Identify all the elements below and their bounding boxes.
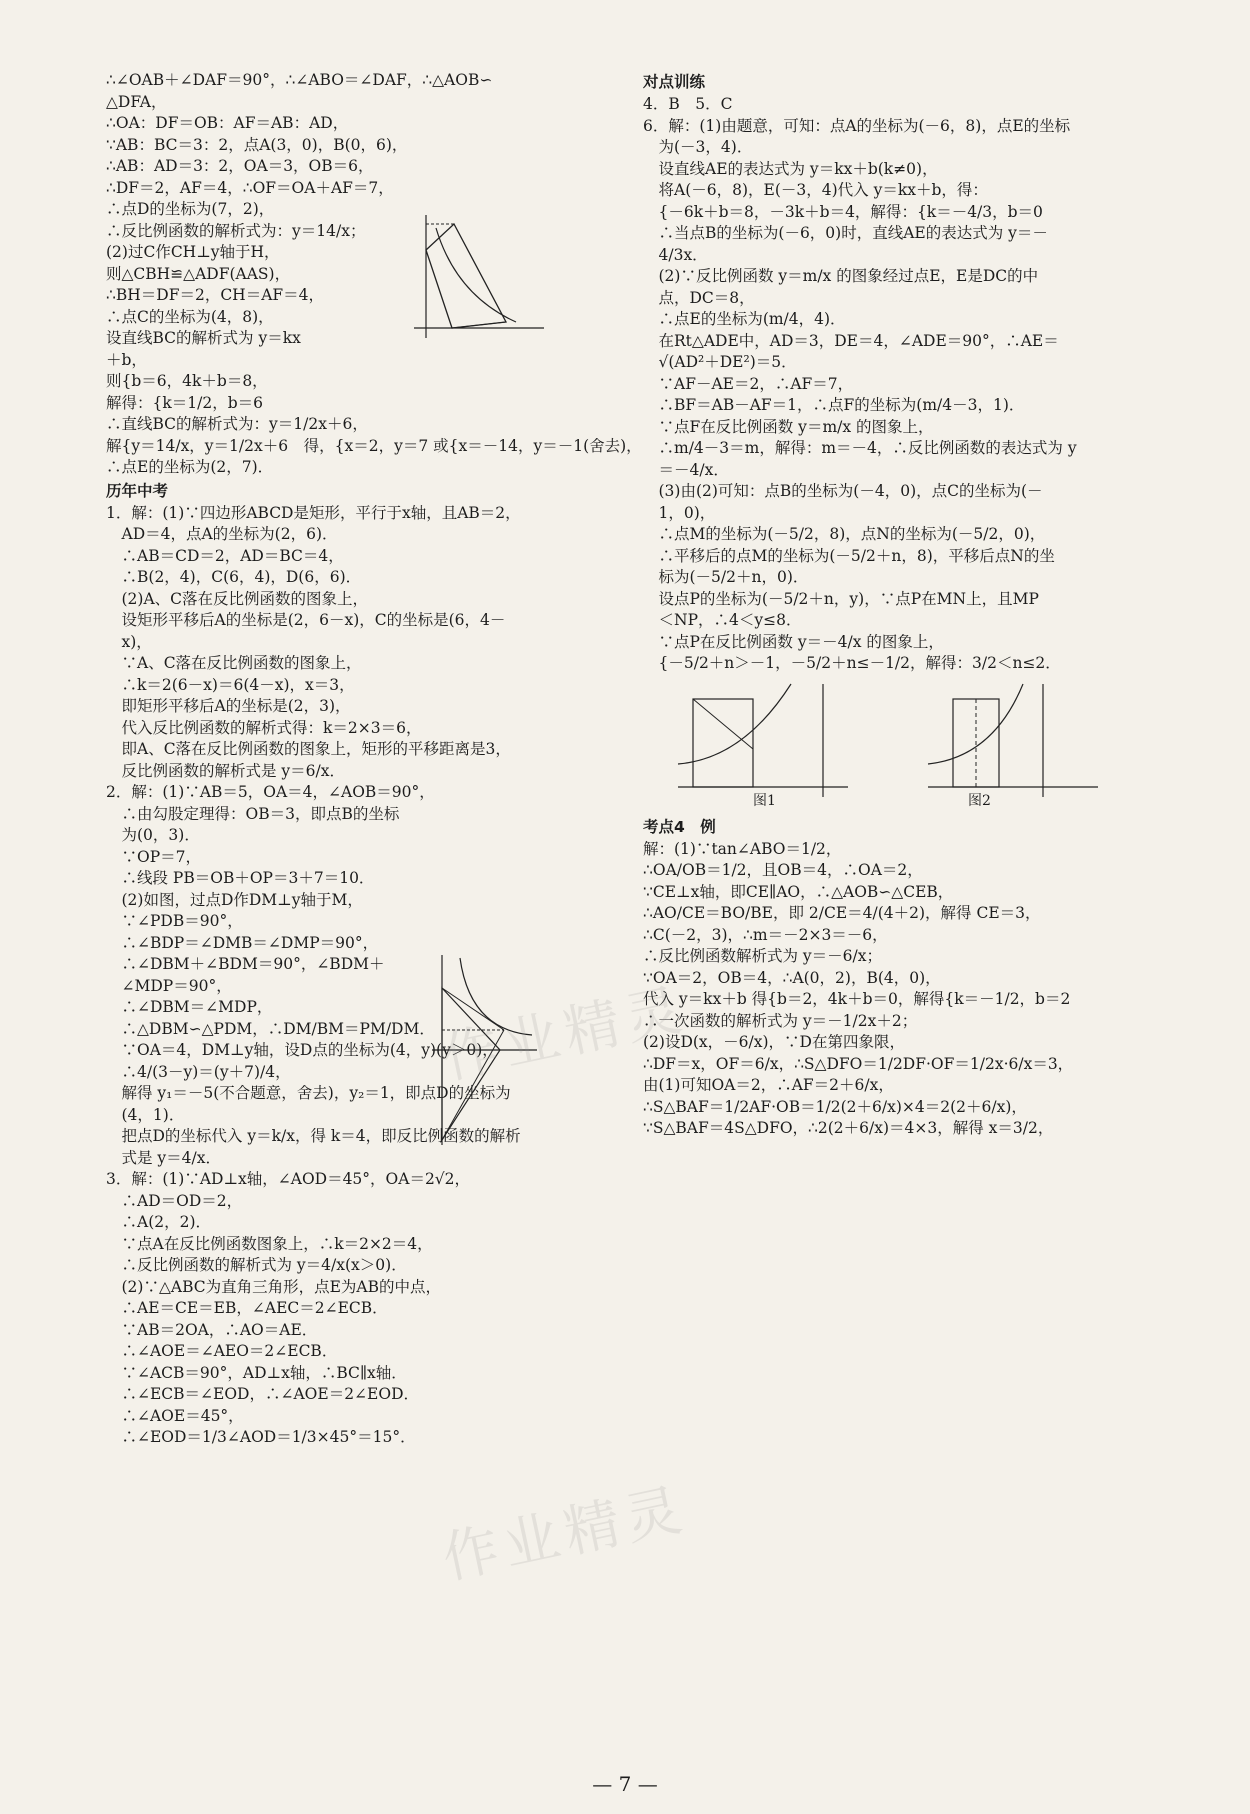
text-line: 则{b＝6，4k＋b＝8， [106, 372, 268, 390]
text-line: 在Rt△ADE中，AD＝3，DE＝4，∠ADE＝90°，∴AE＝ [643, 331, 1059, 350]
text-line: 6．解：(1)由题意，可知：点A的坐标为(－6，8)，点E的坐标 [643, 116, 1071, 135]
text-line: ∴∠OAB＋∠DAF＝90°，∴∠ABO＝∠DAF，∴△AOB∽ [106, 71, 493, 89]
text-line: ∵∠ACB＝90°，AD⊥x轴，∴BC∥x轴． [106, 1363, 407, 1382]
text-line: 1，0)， [643, 503, 716, 522]
text-line: 解得 y₁＝－5(不合题意，舍去)，y₂＝1，即点D的坐标为 [106, 1084, 511, 1102]
text-line: 为(0，3)． [106, 826, 200, 844]
text-line: 即A、C落在反比例函数的图象上，矩形的平移距离是3， [106, 740, 511, 758]
text-line: ∴m/4－3＝m，解得：m＝－4，∴反比例函数的表达式为 y [643, 439, 1077, 457]
text-line: 反比例函数的解析式是 y＝6/x． [106, 761, 346, 780]
text-line: ∴∠DBM＋∠BDM＝90°，∠BDM＋ [106, 955, 385, 973]
text-line: 设直线AE的表达式为 y＝kx＋b(k≠0)， [643, 159, 938, 178]
figure-2 [923, 679, 1103, 804]
text-line: ∴AB＝CD＝2，AD＝BC＝4， [106, 546, 344, 565]
text-line: ∴∠BDP＝∠DMB＝∠DMP＝90°， [106, 933, 379, 952]
text-line: ∴△DBM∽△PDM，∴DM/BM＝PM/DM． [106, 1019, 435, 1038]
text-line: 2．解：(1)∵AB＝5，OA＝4，∠AOB＝90°， [106, 783, 435, 801]
text-line: 则△CBH≌△ADF(AAS)， [106, 264, 291, 283]
text-line: ∴∠DBM＝∠MDP， [106, 998, 273, 1016]
text-line: 代入反比例函数的解析式得：k＝2×3＝6， [106, 718, 422, 737]
text-line: ∵AB：BC＝3：2，点A(3，0)，B(0，6)， [106, 135, 408, 154]
watermark-2: 作业精灵 [436, 1476, 693, 1592]
text-line: 点，DC＝8， [643, 288, 755, 307]
text-line: (4，1)． [106, 1105, 185, 1124]
text-line: ∵OA＝4，DM⊥y轴，设D点的坐标为(4，y)(y＞0)， [106, 1041, 498, 1059]
text-line: ∵S△BAF＝4S△DFO，∴2(2＋6/x)＝4×3，解得 x＝3/2， [643, 1119, 1054, 1137]
text-line: ∴点C的坐标为(4，8)， [106, 307, 274, 326]
watermark-1: 作业精灵 [436, 976, 693, 1092]
text-line: ＋b， [106, 350, 147, 369]
text-line: ∴反比例函数解析式为 y＝－6/x； [643, 947, 883, 965]
text-line: ∴B(2，4)，C(6，4)，D(6，6)． [106, 568, 362, 586]
text-line: ∵AB＝2OA，∴AO＝AE． [106, 1320, 318, 1339]
text-line: ∴BH＝DF＝2，CH＝AF＝4， [106, 286, 324, 304]
kaodian-label: 考点4 例 [643, 817, 716, 836]
text-line: (2)如图，过点D作DM⊥y轴于M， [106, 890, 363, 909]
text-line: ∵点F在反比例函数 y＝m/x 的图象上， [643, 417, 934, 436]
text-line: 由(1)可知OA＝2，∴AF＝2＋6/x， [643, 1076, 894, 1094]
page-number: — 7 — [592, 1772, 658, 1796]
text-line: ∴由勾股定理得：OB＝3，即点B的坐标 [106, 804, 400, 823]
text-line: 3．解：(1)∵AD⊥x轴，∠AOD＝45°，OA＝2√2， [106, 1170, 471, 1188]
text-line: ∴点M的坐标为(－5/2，8)，点N的坐标为(－5/2，0)， [643, 525, 1046, 543]
text-line: ∴OA/OB＝1/2，且OB＝4，∴OA＝2， [643, 861, 923, 879]
text-line: 式是 y＝4/x． [106, 1148, 222, 1167]
text-line: ∴线段 PB＝OB＋OP＝3＋7＝10． [106, 869, 375, 887]
text-line: 解：(1)∵tan∠ABO＝1/2， [643, 839, 842, 858]
text-line: ∴BF＝AB－AF＝1，∴点F的坐标为(m/4－3，1)． [643, 396, 1025, 414]
text-line: 代入 y＝kx＋b 得{b＝2，4k＋b＝0，解得{k＝－1/2，b＝2 [643, 990, 1071, 1008]
text-line: ∴点E的坐标为(2，7)． [106, 458, 274, 476]
text-line: ∴反比例函数的解析式为 y＝4/x(x＞0)． [106, 1256, 407, 1274]
text-line: 设点P的坐标为(－5/2＋n，y)，∵点P在MN上，且MP [643, 589, 1039, 608]
section-heading-duidian: 对点训练 [643, 73, 706, 91]
text-line: x)， [106, 632, 152, 651]
text-line: (2)∵反比例函数 y＝m/x 的图象经过点E，E是DC的中 [643, 267, 1039, 285]
text-line: ∵A、C落在反比例函数的图象上， [106, 654, 362, 672]
text-line: ∴点E的坐标为(m/4，4)． [643, 310, 846, 328]
text-line: ∴∠ECB＝∠EOD，∴∠AOE＝2∠EOD． [106, 1385, 419, 1403]
left-column [106, 70, 646, 1449]
text-line: ∴一次函数的解析式为 y＝－1/2x＋2； [643, 1011, 918, 1030]
text-line: ∴C(－2，3)，∴m＝－2×3＝－6， [643, 925, 888, 944]
right-column [643, 70, 1153, 1140]
text-line: ∴AO/CE＝BO/BE，即 2/CE＝4/(4＋2)，解得 CE＝3， [643, 904, 1041, 922]
text-line: ∴AE＝CE＝EB，∠AEC＝2∠ECB． [106, 1299, 388, 1317]
text-line: (2)∵△ABC为直角三角形，点E为AB的中点， [106, 1277, 442, 1296]
left-text-block-a [106, 70, 646, 479]
text-line: ∴S△BAF＝1/2AF·OB＝1/2(2＋6/x)×4＝2(2＋6/x)， [643, 1097, 1027, 1116]
text-line: {－6k＋b＝8，－3k＋b＝4，解得：{k＝－4/3，b＝0 [643, 202, 1043, 221]
text-line: 把点D的坐标代入 y＝k/x，得 k＝4，即反比例函数的解析 [106, 1127, 521, 1145]
right-text-block-a [643, 94, 1153, 675]
figure-1 [673, 679, 853, 804]
text-line: (2)A、C落在反比例函数的图象上， [106, 589, 369, 608]
text-line: (2)设D(x，－6/x)，∵D在第四象限， [643, 1033, 905, 1051]
text-line: 设直线BC的解析式为 y＝kx [106, 329, 301, 347]
figure-2-caption: 图2 [968, 792, 991, 809]
text-line: √(AD²＋DE²)＝5． [643, 353, 797, 371]
text-line: 即矩形平移后A的坐标是(2，3)， [106, 697, 351, 715]
text-line: ∴∠EOD＝1/3∠AOD＝1/3×45°＝15°． [106, 1428, 416, 1446]
left-text-block-b [106, 503, 646, 1449]
text-line: (3)由(2)可知：点B的坐标为(－4，0)，点C的坐标为(－ [643, 482, 1043, 500]
text-line: ∴k＝2(6－x)＝6(4－x)，x＝3， [106, 675, 355, 694]
text-line: 1．解：(1)∵四边形ABCD是矩形，平行于x轴，且AB＝2， [106, 503, 521, 522]
text-line: 将A(－6，8)，E(－3，4)代入 y＝kx＋b，得： [643, 181, 988, 199]
text-line: ∴点D的坐标为(7，2)， [106, 200, 275, 218]
section-heading-linian: 历年中考 [106, 481, 169, 500]
text-line: ∴∠AOE＝45°， [106, 1406, 244, 1425]
right-text-block-b [643, 839, 1153, 1140]
text-line: 4．B 5．C [643, 95, 733, 113]
text-line: ∴平移后的点M的坐标为(－5/2＋n，8)，平移后点N的坐 [643, 546, 1055, 565]
figure-1-caption: 图1 [753, 792, 776, 809]
text-line: ∵AF－AE＝2，∴AF＝7， [643, 374, 854, 393]
text-line: ∴直线BC的解析式为：y＝1/2x＋6， [106, 415, 368, 433]
text-line: ∴AD＝OD＝2， [106, 1191, 243, 1210]
text-line: ∴A(2，2)． [106, 1213, 212, 1231]
text-line: 解{y＝14/x，y＝1/2x＋6 得，{x＝2，y＝7 或{x＝－14，y＝－1(舍去)， [106, 436, 642, 455]
text-line: ∵CE⊥x轴，即CE∥AO，∴△AOB∽△CEB， [643, 882, 954, 901]
text-line: ＜NP，∴4＜y≤8． [643, 611, 802, 629]
text-line: ∵∠PDB＝90°， [106, 912, 243, 930]
text-line: 设矩形平移后A的坐标是(2，6－x)，C的坐标是(6，4－ [106, 611, 506, 629]
text-line: 4/3x． [643, 245, 708, 264]
text-line: ∵OP＝7， [106, 847, 201, 866]
text-line: {－5/2＋n＞－1，－5/2＋n≤－1/2，解得：3/2＜n≤2． [643, 654, 1061, 672]
text-line: 标为(－5/2＋n，0)． [643, 568, 809, 586]
text-line: ∵OA＝2，OB＝4，∴A(0，2)，B(4，0)， [643, 968, 941, 987]
text-line: ∴AB：AD＝3：2，OA＝3，OB＝6， [106, 157, 374, 175]
text-line: 为(－3，4)． [643, 138, 753, 156]
text-line: ∴DF＝2，AF＝4，∴OF＝OA＋AF＝7， [106, 178, 394, 197]
figures-row [673, 679, 1153, 809]
text-line: ∴DF＝x，OF＝6/x，∴S△DFO＝1/2DF·OF＝1/2x·6/x＝3， [643, 1054, 1074, 1073]
text-line: 解得：{k＝1/2，b＝6 [106, 393, 263, 412]
text-line: ∴4/(3－y)＝(y＋7)/4， [106, 1062, 291, 1081]
text-line: ∴∠AOE＝∠AEO＝2∠ECB． [106, 1342, 338, 1360]
text-line: (2)过C作CH⊥y轴于H， [106, 243, 280, 261]
text-line: ∴当点B的坐标为(－6，0)时，直线AE的表达式为 y＝－ [643, 224, 1048, 242]
text-line: AD＝4，点A的坐标为(2，6)． [106, 525, 338, 543]
text-line: ＝－4/x． [643, 460, 729, 479]
text-line: △DFA， [106, 92, 167, 111]
text-line: ∴OA：DF＝OB：AF＝AB：AD， [106, 114, 349, 132]
text-line: ∵点A在反比例函数图象上，∴k＝2×2＝4， [106, 1234, 433, 1253]
text-line: ∠MDP＝90°， [106, 976, 232, 995]
text-line: ∴反比例函数的解析式为：y＝14/x； [106, 221, 366, 240]
figure-bc-line [396, 210, 546, 340]
text-line: ∵点P在反比例函数 y＝－4/x 的图象上， [643, 632, 944, 651]
